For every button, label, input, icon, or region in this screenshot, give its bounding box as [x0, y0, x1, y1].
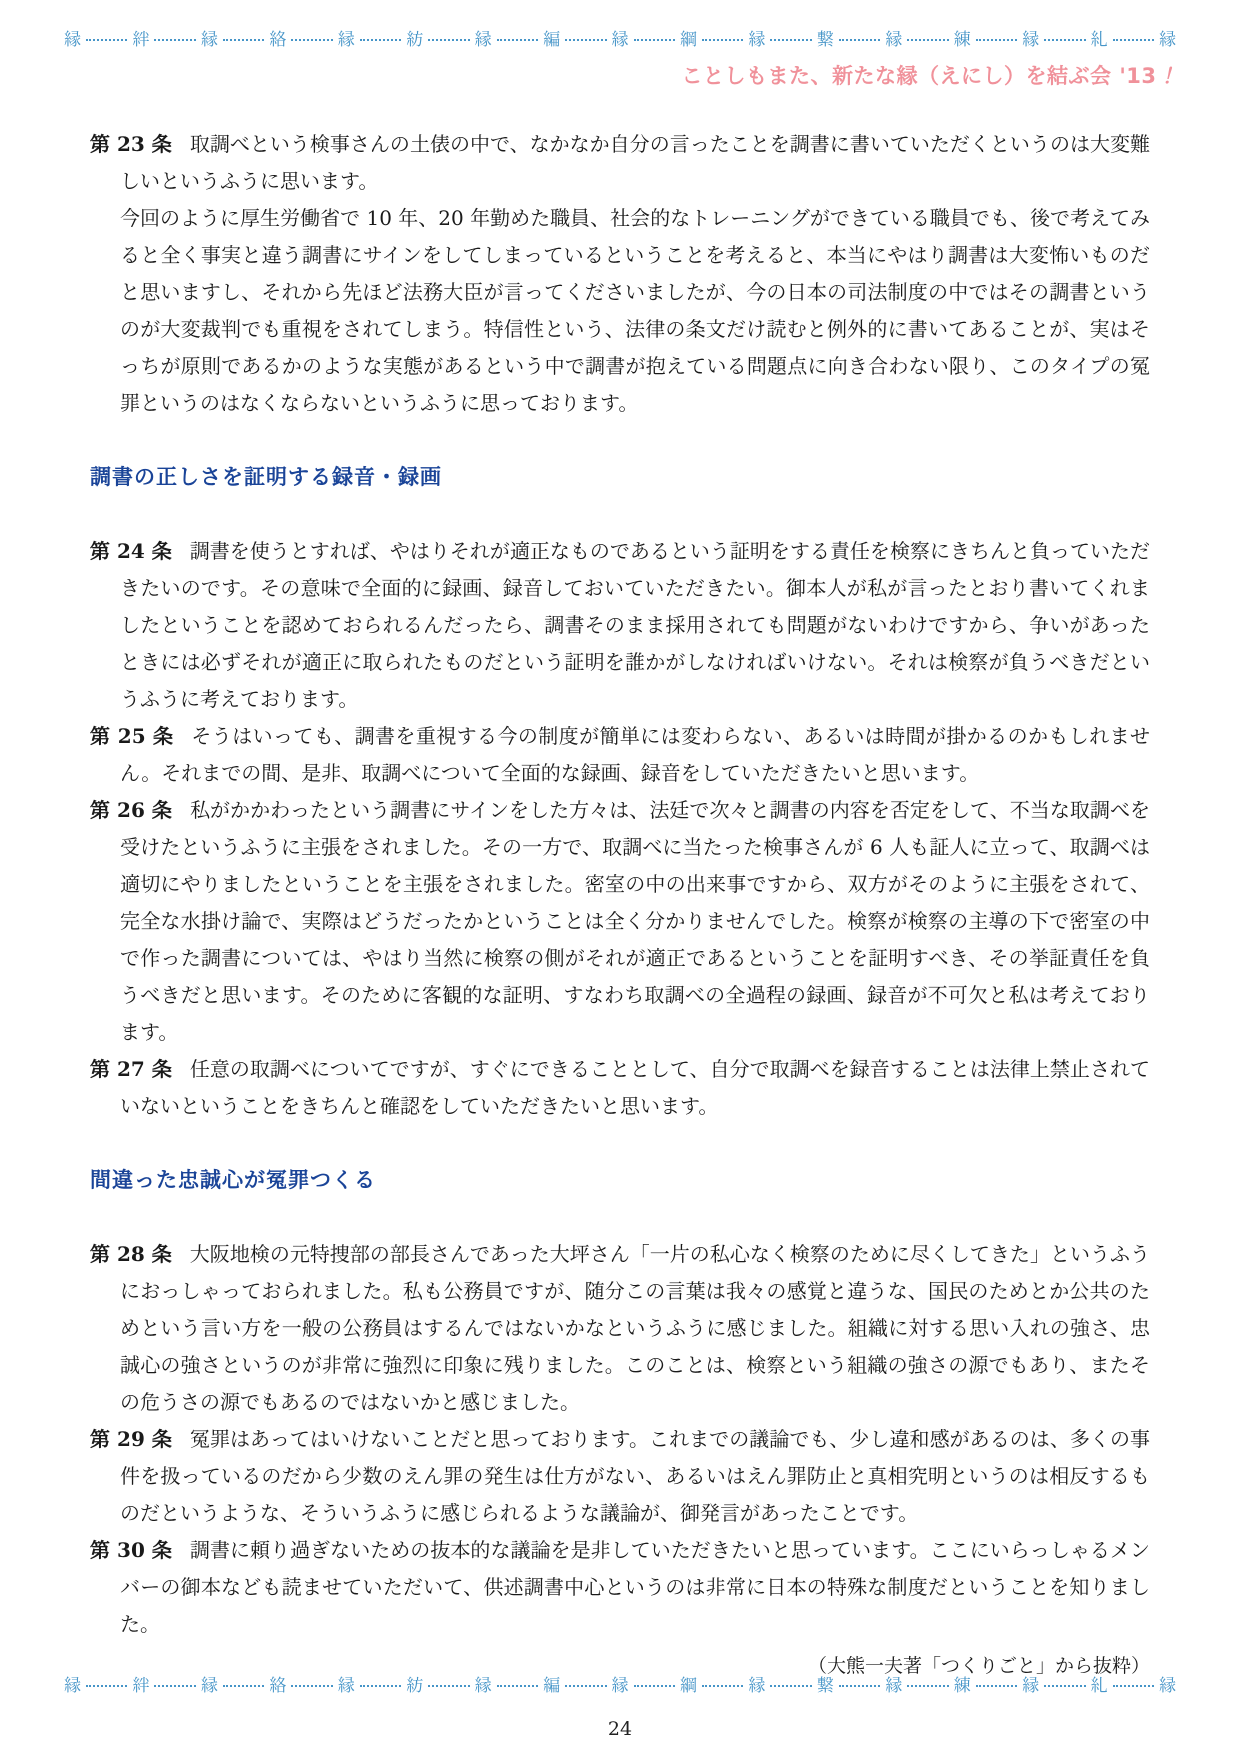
ornament-kanji: 縁	[885, 29, 903, 50]
page-number: 24	[607, 1718, 633, 1740]
section-heading-misguided-loyalty: 間違った忠誠心が冤罪つくる	[90, 1168, 376, 1193]
dotted-leader	[839, 1685, 880, 1687]
article-30	[90, 1532, 1150, 1643]
ornament-kanji: 縁	[611, 29, 629, 50]
dotted-leader	[223, 39, 264, 41]
header-subtitle-exclamation: ！	[1156, 64, 1178, 88]
dotted-leader	[565, 1685, 606, 1687]
dotted-leader	[1113, 39, 1154, 41]
dotted-leader	[634, 1685, 675, 1687]
ornament-kanji: 編	[543, 1675, 561, 1696]
ornament-kanji: 紡	[406, 29, 424, 50]
footer-ornament-row	[0, 1674, 1240, 1698]
ornament-kanji: 綱	[679, 29, 697, 50]
ornament-kanji: 繋	[816, 29, 834, 50]
article-23-continued: 今回のように厚生労働省で 10 年、20 年勤めた職員、社会的なトレーニングができている職員でも、後で考えてみると全く事実と違う調書にサインをしてしまっているということを考えると、本当にやはり調書は大変怖いものだと思いますし、それから先ほど法務大臣が言ってくださいましたが、今の日本の司法制度の中ではその調書というのが大変裁判でも重視をされてしまう。特信性という、法律の条文だけ読むと例外的に書いてあることが、実はそっちが原則であるかのような実態があるという中で調書が抱えている問題点に向き合わない限り、このタイプの冤罪というのはなくならないというふうに思っております。	[120, 206, 1150, 415]
ornament-kanji: 絡	[269, 1675, 287, 1696]
article-27-label: 第 27 条	[90, 1057, 172, 1082]
article-27-text: 任意の取調べについてですが、すぐにできることとして、自分で取調べを録音することは法律上禁止されていないということをきちんと確認をしていただきたいと思います。	[120, 1057, 1150, 1119]
ornament-kanji: 縁	[1159, 1675, 1176, 1696]
dotted-leader	[839, 39, 880, 41]
article-26-label: 第 26 条	[90, 798, 172, 823]
ornament-kanji: 縁	[337, 1675, 355, 1696]
article-25-text: そうはいっても、調書を重視する今の制度が簡単には変わらない、あるいは時間が掛かるのかもしれません。それまでの間、是非、取調べについて全面的な録画、録音をしていただきたいと思います。	[120, 724, 1151, 786]
article-25	[90, 718, 1150, 792]
dotted-leader	[702, 1685, 743, 1687]
article-23-label: 第 23 条	[90, 132, 172, 156]
dotted-leader	[634, 39, 675, 41]
dotted-leader	[565, 39, 606, 41]
dotted-leader	[1044, 1685, 1085, 1687]
ornament-kanji: 絆	[132, 29, 150, 50]
header-ornament-row	[0, 28, 1240, 52]
article-24	[90, 533, 1150, 718]
ornament-kanji: 縁	[1022, 1675, 1040, 1696]
ornament-kanji: 縁	[748, 1675, 766, 1696]
dotted-leader	[907, 1685, 948, 1687]
document-body	[90, 126, 1150, 1685]
article-24-label: 第 24 条	[90, 539, 172, 564]
article-27	[90, 1051, 1150, 1125]
article-29-text: 冤罪はあってはいけないことだと思っております。これまでの議論でも、少し違和感があるのは、多くの事件を扱っているのだから少数のえん罪の発生は仕方がない、あるいはえん罪防止と真相究明というのは相反するものだというような、そういうふうに感じられるような議論が、御発言があったことです。	[120, 1427, 1150, 1526]
ornament-kanji: 縁	[64, 29, 81, 50]
ornament-kanji: 綱	[679, 1675, 697, 1696]
section-heading-recording-proof: 調書の正しさを証明する録音・録画	[90, 465, 442, 489]
ornament-kanji: 縁	[337, 29, 355, 50]
dotted-leader	[86, 39, 127, 41]
dotted-leader	[907, 39, 948, 41]
article-28	[90, 1236, 1150, 1421]
ornament-kanji: 縁	[200, 29, 218, 50]
dotted-leader	[428, 39, 469, 41]
article-28-label: 第 28 条	[90, 1242, 172, 1267]
dotted-leader	[976, 39, 1017, 41]
dotted-leader	[976, 1685, 1017, 1687]
dotted-leader	[1044, 39, 1085, 41]
article-26-text: 私がかかわったという調書にサインをした方々は、法廷で次々と調書の内容を否定をして、不当な取調べを受けたというふうに主張をされました。その一方で、取調べに当たった検事さんが 6 人も証人に立って、取調べは適切にやりましたということを主張をされました。密室の中の出来事ですから、双方がそのように主張をされて、完全な水掛け論で、実際はどうだったかということは全く分かりませんでした。検察が検察の主導の下で密室の中で作った調書については、やはり当然に検察の側がそれが適正であるということを証明すべき、その挙証責任を負うべきだと思います。そのために客観的な証明、すなわち取調べの全過程の録画、録音が不可欠と私は考えております。	[120, 798, 1150, 1045]
article-26	[90, 792, 1150, 1051]
article-28-text: 大阪地検の元特捜部の部長さんであった大坪さん「一片の私心なく検察のために尽くしてきた」というふうにおっしゃっておられました。私も公務員ですが、随分この言葉は我々の感覚と違うな、国民のためとか公共のためという言い方を一般の公務員はするんではないかなというふうに感じました。組織に対する思い入れの強さ、忠誠心の強さというのが非常に強烈に印象に残りました。このことは、検察という組織の強さの源でもあり、またその危うさの源でもあるのではないかと感じました。	[120, 1242, 1150, 1415]
dotted-leader	[360, 1685, 401, 1687]
dotted-leader	[360, 39, 401, 41]
ornament-kanji: 糺	[1090, 1675, 1108, 1696]
header-subtitle	[0, 60, 1178, 90]
ornament-kanji: 縁	[200, 1675, 218, 1696]
article-25-label: 第 25 条	[90, 724, 174, 749]
article-29-label: 第 29 条	[90, 1427, 172, 1452]
article-30-text: 調書に頼り過ぎないための抜本的な議論を是非していただきたいと思っています。ここにいらっしゃるメンバーの御本なども読ませていただいて、供述調書中心というのは非常に日本の特殊な制度だということを知りました。	[120, 1538, 1150, 1637]
ornament-kanji: 縁	[64, 1675, 81, 1696]
ornament-kanji: 縁	[1159, 29, 1176, 50]
dotted-leader	[497, 39, 538, 41]
article-24-text: 調書を使うとすれば、やはりそれが適正なものであるという証明をする責任を検察にきちんと負っていただきたいのです。その意味で全面的に録画、録音しておいていただきたい。御本人が私が言ったとおり書いてくれましたということを認めておられるんだったら、調書そのまま採用されても問題がないわけですから、争いがあったときには必ずそれが適正に取られたものだという証明を誰かがしなければいけない。それは検察が負うべきだというふうに考えております。	[120, 539, 1150, 712]
article-23	[90, 126, 1150, 200]
dotted-leader	[770, 39, 811, 41]
ornament-kanji: 縁	[611, 1675, 629, 1696]
dotted-leader	[497, 1685, 538, 1687]
header-subtitle-text: ことしもまた、新たな縁（えにし）を結ぶ会 '13	[681, 64, 1157, 88]
ornament-kanji: 練	[953, 1675, 971, 1696]
dotted-leader	[770, 1685, 811, 1687]
ornament-kanji: 縁	[474, 1675, 492, 1696]
dotted-leader	[428, 1685, 469, 1687]
ornament-kanji: 縁	[474, 29, 492, 50]
ornament-kanji: 紡	[406, 1675, 424, 1696]
dotted-leader	[86, 1685, 127, 1687]
ornament-kanji: 絆	[132, 1675, 150, 1696]
ornament-kanji: 縁	[885, 1675, 903, 1696]
article-29	[90, 1421, 1150, 1532]
dotted-leader	[291, 39, 332, 41]
ornament-kanji: 練	[953, 29, 971, 50]
ornament-kanji: 編	[543, 29, 561, 50]
ornament-kanji: 縁	[1022, 29, 1040, 50]
dotted-leader	[154, 1685, 195, 1687]
dotted-leader	[223, 1685, 264, 1687]
article-23-text: 取調べという検事さんの土俵の中で、なかなか自分の言ったことを調書に書いていただくというのは大変難しいというふうに思います。	[120, 132, 1150, 193]
dotted-leader	[1113, 1685, 1154, 1687]
ornament-kanji: 縁	[748, 29, 766, 50]
dotted-leader	[702, 39, 743, 41]
source-attribution: （大熊一夫著「つくりごと」から抜粋）	[807, 1655, 1150, 1678]
dotted-leader	[291, 1685, 332, 1687]
ornament-kanji: 糺	[1090, 29, 1108, 50]
dotted-leader	[154, 39, 195, 41]
article-30-label: 第 30 条	[90, 1538, 172, 1563]
ornament-kanji: 絡	[269, 29, 287, 50]
ornament-kanji: 繋	[816, 1675, 834, 1696]
